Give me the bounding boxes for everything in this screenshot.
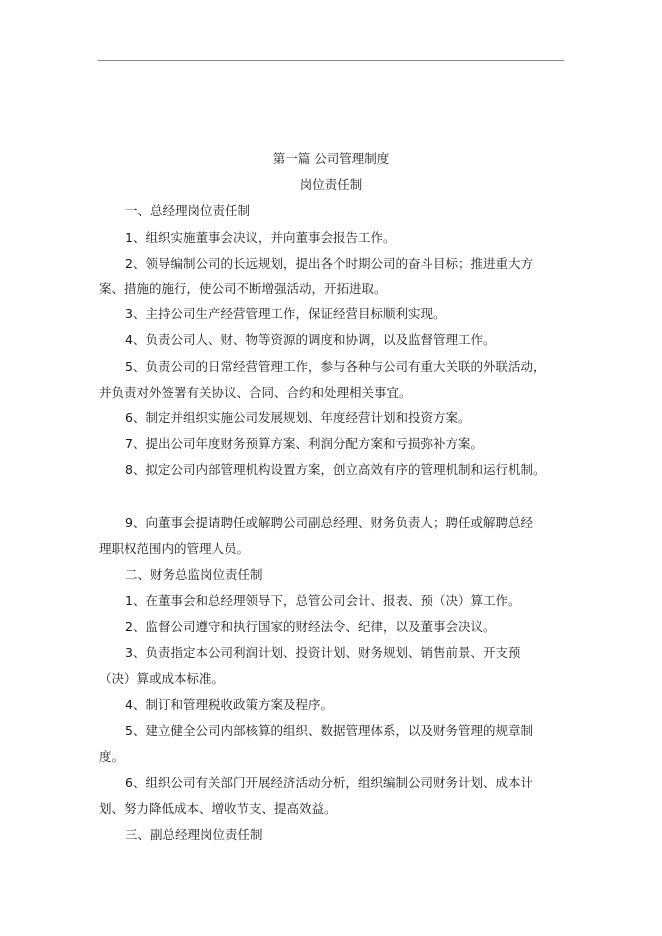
paragraph-line: 7、提出公司年度财务预算方案、利润分配方案和亏损弥补方案。	[125, 436, 483, 451]
section-heading: 三、副总经理岗位责任制	[125, 827, 263, 842]
paragraph-line: 6、组织公司有关部门开展经济活动分析，组织编制公司财务计划、成本计	[125, 775, 533, 790]
paragraph-line: 2、领导编制公司的长远规划，提出各个时期公司的奋斗目标；推进重大方	[125, 256, 533, 271]
document-subtitle: 岗位责任制	[299, 177, 363, 192]
paragraph-line: 9、向董事会提请聘任或解聘公司副总经理、财务负责人；聘任或解聘总经	[125, 515, 533, 530]
paragraph-line: 3、负责指定本公司利润计划、投资计划、财务规划、销售前景、开支预	[125, 645, 521, 660]
paragraph-line: 1、在董事会和总经理领导下，总管公司会计、报表、预（决）算工作。	[125, 593, 521, 608]
paragraph-line: 4、负责公司人、财、物等资源的调度和协调，以及监督管理工作。	[125, 332, 496, 347]
paragraph-line: 4、制订和管理税收政策方案及程序。	[125, 697, 333, 712]
paragraph-line: 6、制定并组织实施公司发展规划、年度经营计划和投资方案。	[125, 410, 471, 425]
paragraph-line: 8、拟定公司内部管理机构设置方案，创立高效有序的管理机制和运行机制。	[125, 462, 546, 477]
section-heading: 二、财务总监岗位责任制	[125, 567, 263, 582]
document-title: 第一篇 公司管理制度	[272, 151, 390, 166]
paragraph-line: 并负责对外签署有关协议、合同、合约和处理相关事宜。	[99, 385, 412, 400]
paragraph-line: 2、监督公司遵守和执行国家的财经法令、纪律，以及董事会决议。	[125, 619, 496, 634]
paragraph-line: 理职权范围内的管理人员。	[99, 541, 250, 556]
paragraph-line: （决）算或成本标准。	[99, 671, 225, 686]
paragraph-line: 3、主持公司生产经营管理工作，保证经营目标顺利实现。	[125, 306, 446, 321]
paragraph-line: 5、负责公司的日常经营管理工作，参与各种与公司有重大关联的外联活动，	[125, 359, 546, 374]
paragraph-line: 度。	[99, 749, 125, 764]
paragraph-line: 案、措施的施行，使公司不断增强活动，开拓进取。	[99, 281, 387, 296]
paragraph-line: 划、努力降低成本、增收节支、提高效益。	[99, 801, 337, 816]
paragraph-line: 5、建立健全公司内部核算的组织、数据管理体系，以及财务管理的规章制	[125, 723, 533, 738]
paragraph-line: 1、组织实施董事会决议，并向董事会报告工作。	[125, 230, 396, 245]
section-heading: 一、总经理岗位责任制	[125, 203, 251, 218]
page-header-rule	[98, 60, 564, 61]
